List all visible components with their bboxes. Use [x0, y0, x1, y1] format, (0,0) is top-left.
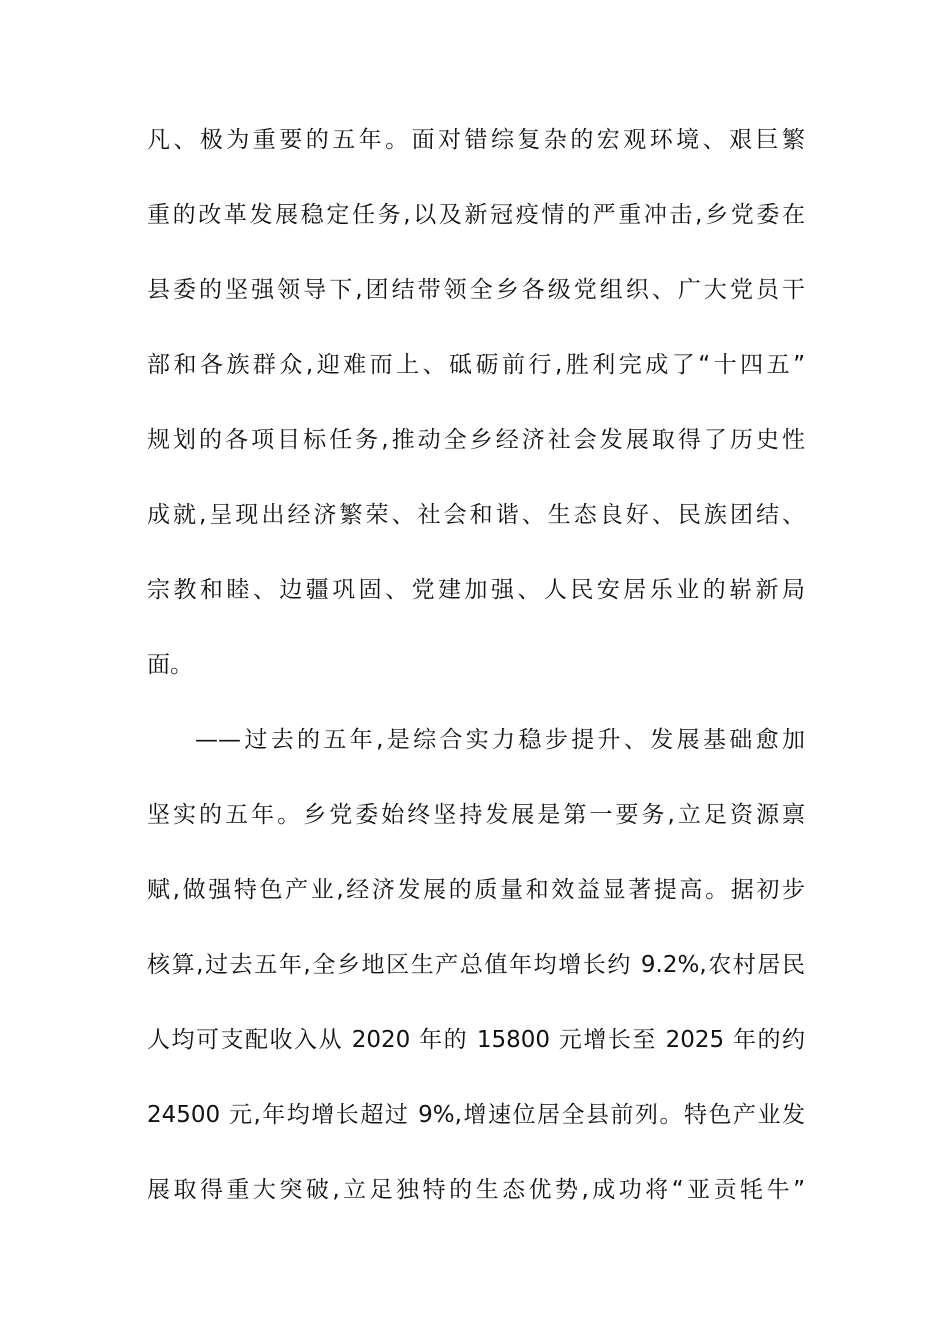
text-line: 展取得重大突破,立足独特的生态优势,成功将“亚贡牦牛” [147, 1177, 805, 1203]
document-body [147, 103, 805, 1228]
text-line: 部和各族群众,迎难而上、砥砺前行,胜利完成了“十四五” [147, 352, 805, 378]
paragraph-start-line: ——过去的五年,是综合实力稳步提升、发展基础愈加 [195, 727, 805, 753]
text-line: 面。 [147, 652, 193, 678]
text-line: 成就,呈现出经济繁荣、社会和谐、生态良好、民族团结、 [147, 502, 805, 528]
text-line: 赋,做强特色产业,经济发展的质量和效益显著提高。据初步 [147, 877, 805, 903]
text-line: 核算,过去五年,全乡地区生产总值年均增长约 9.2%,农村居民 [147, 952, 805, 978]
text-line: 人均可支配收入从 2020 年的 15800 元增长至 2025 年的约 [147, 1027, 805, 1053]
text-line: 县委的坚强领导下,团结带领全乡各级党组织、广大党员干 [147, 277, 805, 303]
text-line: 规划的各项目标任务,推动全乡经济社会发展取得了历史性 [147, 427, 805, 453]
text-line: 凡、极为重要的五年。面对错综复杂的宏观环境、艰巨繁 [147, 127, 805, 153]
text-line: 24500 元,年均增长超过 9%,增速位居全县前列。特色产业发 [147, 1102, 805, 1128]
text-line: 坚实的五年。乡党委始终坚持发展是第一要务,立足资源禀 [147, 802, 805, 828]
text-line: 重的改革发展稳定任务,以及新冠疫情的严重冲击,乡党委在 [147, 202, 805, 228]
text-line: 宗教和睦、边疆巩固、党建加强、人民安居乐业的崭新局 [147, 577, 805, 603]
